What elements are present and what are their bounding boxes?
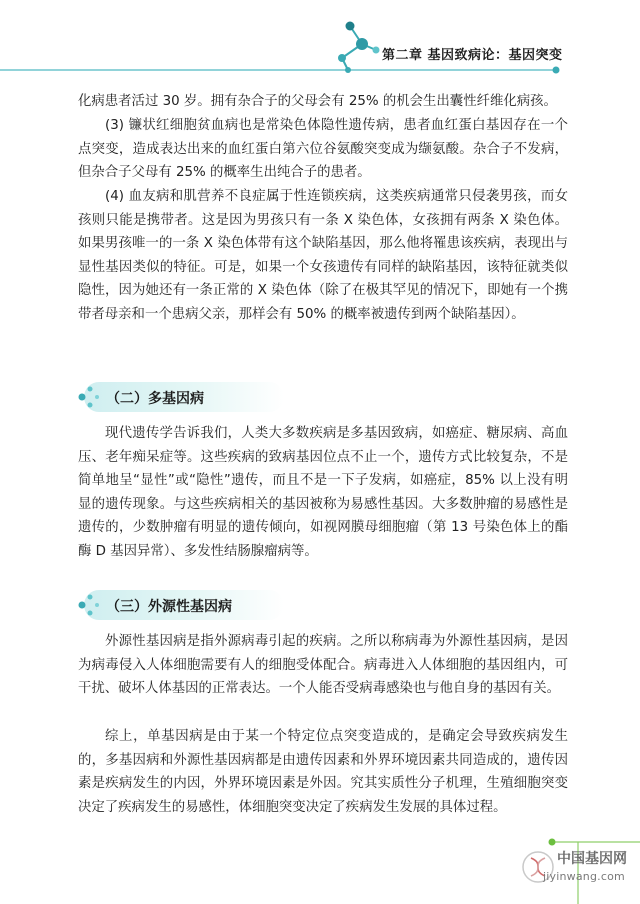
section-heading-polygenic xyxy=(74,380,294,414)
chapter-title: 第二章 基因致病论：基因突变 xyxy=(382,48,563,63)
paragraph-exogenous: 外源性基因病是指外源病毒引起的疾病。之所以称病毒为外源性基因病，是因为病毒侵入人体细胞需要有人的细胞受体配合。病毒进入人体细胞的基因组内，可干扰、破坏人体基因的正常表达。一个人能否受病毒感染也与他自身的基因有关。 xyxy=(78,634,568,697)
watermark-title: 中国基因网 xyxy=(557,851,627,867)
section-heading-label: （二）多基因病 xyxy=(106,391,204,407)
molecule-icon xyxy=(338,22,380,74)
section-heading-exogenous xyxy=(74,588,294,622)
paragraph-polygenic: 现代遗传学告诉我们，人类大多数疾病是多基因致病，如癌症、糖尿病、高血压、老年痴呆症等。这些疾病的致病基因位点不止一个，遗传方式比较复杂，不是简单地呈“显性”或“隐性”遗传，而且不是一下子发病，如癌症，85% 以上没有明显的遗传现象。与这些疾病相关的基因被称为易感性基因。大多数肿瘤的易感性是遗传的，少数肿瘤有明显的遗传倾向，如视网膜母细胞瘤（第 13 号染色体上的酯酶 D 基因异常）、多发性结肠腺瘤病等。 xyxy=(78,426,568,559)
paragraph-sickle-cell: (3) 镰状红细胞贫血病也是常染色体隐性遗传病，患者血红蛋白基因存在一个点突变，造成表达出来的血红蛋白第六位谷氨酸突变成为缬氨酸。杂合子不发病，但杂合子父母有 25% 的概率生出纯合子的患者。 xyxy=(78,118,568,181)
watermark-url: jiyinwang.com xyxy=(543,870,625,883)
paragraph-summary: 综上，单基因病是由于某一个特定位点突变造成的，是确定会导致疾病发生的，多基因病和外源性基因病都是由遗传因素和外界环境因素共同造成的，遗传因素是疾病发生的内因，外界环境因素是外因。究其实质性分子机理，生殖细胞突变决定了疾病发生的易感性，体细胞突变决定了疾病发生发展的具体过程。 xyxy=(78,729,568,815)
paragraph-continuation: 化病患者活过 30 岁。拥有杂合子的父母会有 25% 的机会生出囊性纤维化病孩。 xyxy=(78,94,557,109)
section-heading-label: （三）外源性基因病 xyxy=(106,599,232,615)
paragraph-hemophilia: (4) 血友病和肌营养不良症属于性连锁疾病，这类疾病通常只侵袭男孩，而女孩则只能是携带者。这是因为男孩只有一条 X 染色体，女孩拥有两条 X 染色体。如果男孩唯一的一条 X 染色体带有这个缺陷基因，那么他将罹患该疾病，表现出与显性基因类似的特征。可是，如果一个女孩遗传有同样的缺陷基因，该特征就类似隐性，因为她还有一条正常的 X 染色体（除了在极其罕见的情况下，即她有一个携带者母亲和一个患病父亲，那样会有 50% 的概率被遗传到两个缺陷基因）。 xyxy=(78,189,568,322)
